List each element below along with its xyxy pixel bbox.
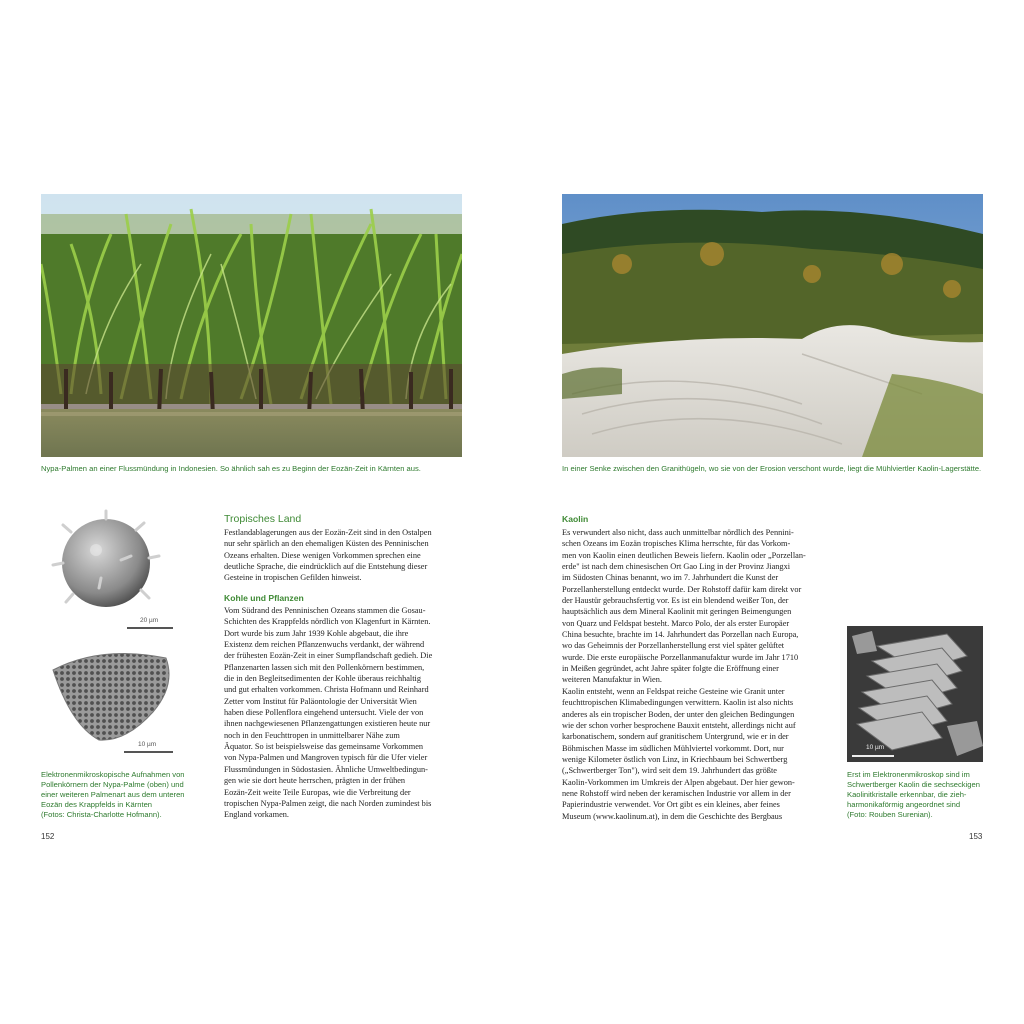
- pollen-bottom-scale-label: 10 µm: [138, 741, 157, 748]
- nypa-palm-photo: [41, 194, 462, 457]
- pollen-top-scale-label: 20 µm: [140, 617, 159, 624]
- kaolin-paragraph-2: Kaolin entsteht, wenn an Feldspat reiche Gesteine wie Granit unter feuchttropischen Klimabedingungen verwittern. Kaolin ist also nichts anderes als ein tropischer Boden, der unter den gleichen Bedingungen wie der schon vorher besprochene Bauxit entsteht, allerdings nicht auf karbonatischem, sondern auf granitischem Untergrund, wie er in der Böhmischen Masse im südlichen Mühlviertel vorkommt. Dort, nur wenige Kilometer östlich von Linz, in Kriechbaum bei Schwertberg („Schwertberger Ton"), wird seit dem 19. Jahrhundert das größte Kaolin-Vorkommen im Umkreis der Alpen abgebaut. Der hier gewon- nene Rohstoff wird neben der keramischen Industrie vor allem in der Papierindustrie verwendet. Vor Ort gibt es ein kleines, aber feines Museum (www.kaolinum.at), in dem die Geschichte des Bergbaus: [562, 687, 796, 821]
- kaolinite-sem-photo: [847, 626, 983, 762]
- page-number-right: 153: [969, 832, 983, 841]
- pollen-top-scale-bar: [127, 627, 173, 629]
- kaolin-paragraph-1: Es verwundert also nicht, dass auch unmittelbar nördlich des Pennini- schen Ozeans im Eozän tropisches Klima herrschte, für das Vorkom- men von Kaolin einen deutlichen Beweis liefern. Kaolin oder „Porzellan- erde" ist nach dem chinesischen Ort Gao Ling in der Provinz Jiangxi im Südosten Chinas benannt, wo im 7. Jahrhundert die Kunst der Porzellanherstellung entdeckt wurde. Der Rohstoff dafür kam direkt vor der Haustür gebrauchsfertig vor. Es ist ein blendend weißer Ton, der hauptsächlich aus dem Mineral Kaolinit mit geringen Beimengungen von Quarz und Feldspat besteht. Marco Polo, der als erster Europäer China besuchte, brachte im 14. Jahrhundert das Porzellan nach Europa, wo das Geheimnis der Porzellanherstellung erst viel später gelüftet wurde. Die erste europäische Porzellanmanufaktur wurde im Jahr 1710 in Meißen gegründet, acht Jahre später folgte die Eröffnung einer weiteren Manufaktur in Wien.: [562, 528, 806, 685]
- pollen-caption: Elektronenmikroskopische Aufnahmen von Pollenkörnern der Nypa-Palme (oben) und einer weiteren Palmenart aus dem unteren Eozän des Krappfelds in Kärnten (Fotos: Christa-Charlotte Hofmann).: [41, 770, 185, 819]
- kaolinite-scale-label: 10 µm: [866, 744, 885, 751]
- section-text-tropisches-land: Festlandablagerungen aus der Eozän-Zeit sind in den Ostalpen nur sehr spärlich an den ehemaligen Küsten des Penninischen Ozeans erhalten. Diese wenigen Vorkommen sprechen eine deutliche Sprache, die eindrücklich auf die Entstehung dieser Gesteine in tropischen Gefilden hinweist.: [224, 528, 432, 583]
- section-title-kaolin: Kaolin: [562, 514, 589, 524]
- kaolinite-scale-bar: [852, 755, 894, 757]
- nypa-photo-caption: Nypa-Palmen an einer Flussmündung in Indonesien. So ähnlich sah es zu Beginn der Eozän-Zeit in Kärnten aus.: [41, 464, 421, 473]
- kaolinite-caption: Erst im Elektronenmikroskop sind im Schwertberger Kaolin die sechseckigen Kaolinitkristalle erkennbar, die zieh- harmonikaförmig angeordnet sind (Foto: Rouben Surenian).: [847, 770, 980, 819]
- kaolin-photo-caption: In einer Senke zwischen den Granithügeln, wo sie von der Erosion verschont wurde, liegt die Mühlviertler Kaolin-Lagerstätte.: [562, 464, 982, 473]
- section-title-tropisches-land: Tropisches Land: [224, 513, 302, 525]
- pollen-sem-top-photo: [41, 508, 181, 632]
- subsection-title-kohle-und-pflanzen: Kohle und Pflanzen: [224, 593, 304, 603]
- kaolin-quarry-photo: [562, 194, 983, 457]
- pollen-sem-bottom-photo: [41, 640, 181, 755]
- pollen-bottom-scale-bar: [124, 751, 173, 753]
- subsection-text-kohle-und-pflanzen: Vom Südrand des Penninischen Ozeans stammen die Gosau- Schichten des Krappfelds nördlich von Klagenfurt in Kärnten. Dort wurde bis zum Jahr 1939 Kohle abgebaut, die ihre Existenz dem reichen Pflanzenwuchs verdankt, der während der frühesten Eozän-Zeit in einer Sumpflandschaft gedieh. Die Pflanzenarten lassen sich mit den Pollenkörnern bestimmen, die in den Begleitsedimenten der Kohle überaus reichhaltig und gut erhalten vorkommen. Christa Hofmann und Reinhard Zetter vom Institut für Paläontologie der Universität Wien haben diese Pollenflora eingehend untersucht. Viele der von ihnen nachgewiesenen Pflanzengattungen existieren heute nur noch in den Feuchttropen in unmittelbarer Nähe zum Äquator. So ist beispielsweise das gemeinsame Vorkommen von Nypa-Palmen und Mangroven typisch für die Ufer vieler Flussmündungen in Südostasien. Ähnliche Umweltbedingun- gen wie sie dort heute herrschen, prägten in der frühen Eozän-Zeit weite Teile Europas, wie die Verbreitung der tropischen Nypa-Palmen zeigt, die nach Norden zumindest bis England vorkamen.: [224, 606, 433, 820]
- page-number-left: 152: [41, 832, 55, 841]
